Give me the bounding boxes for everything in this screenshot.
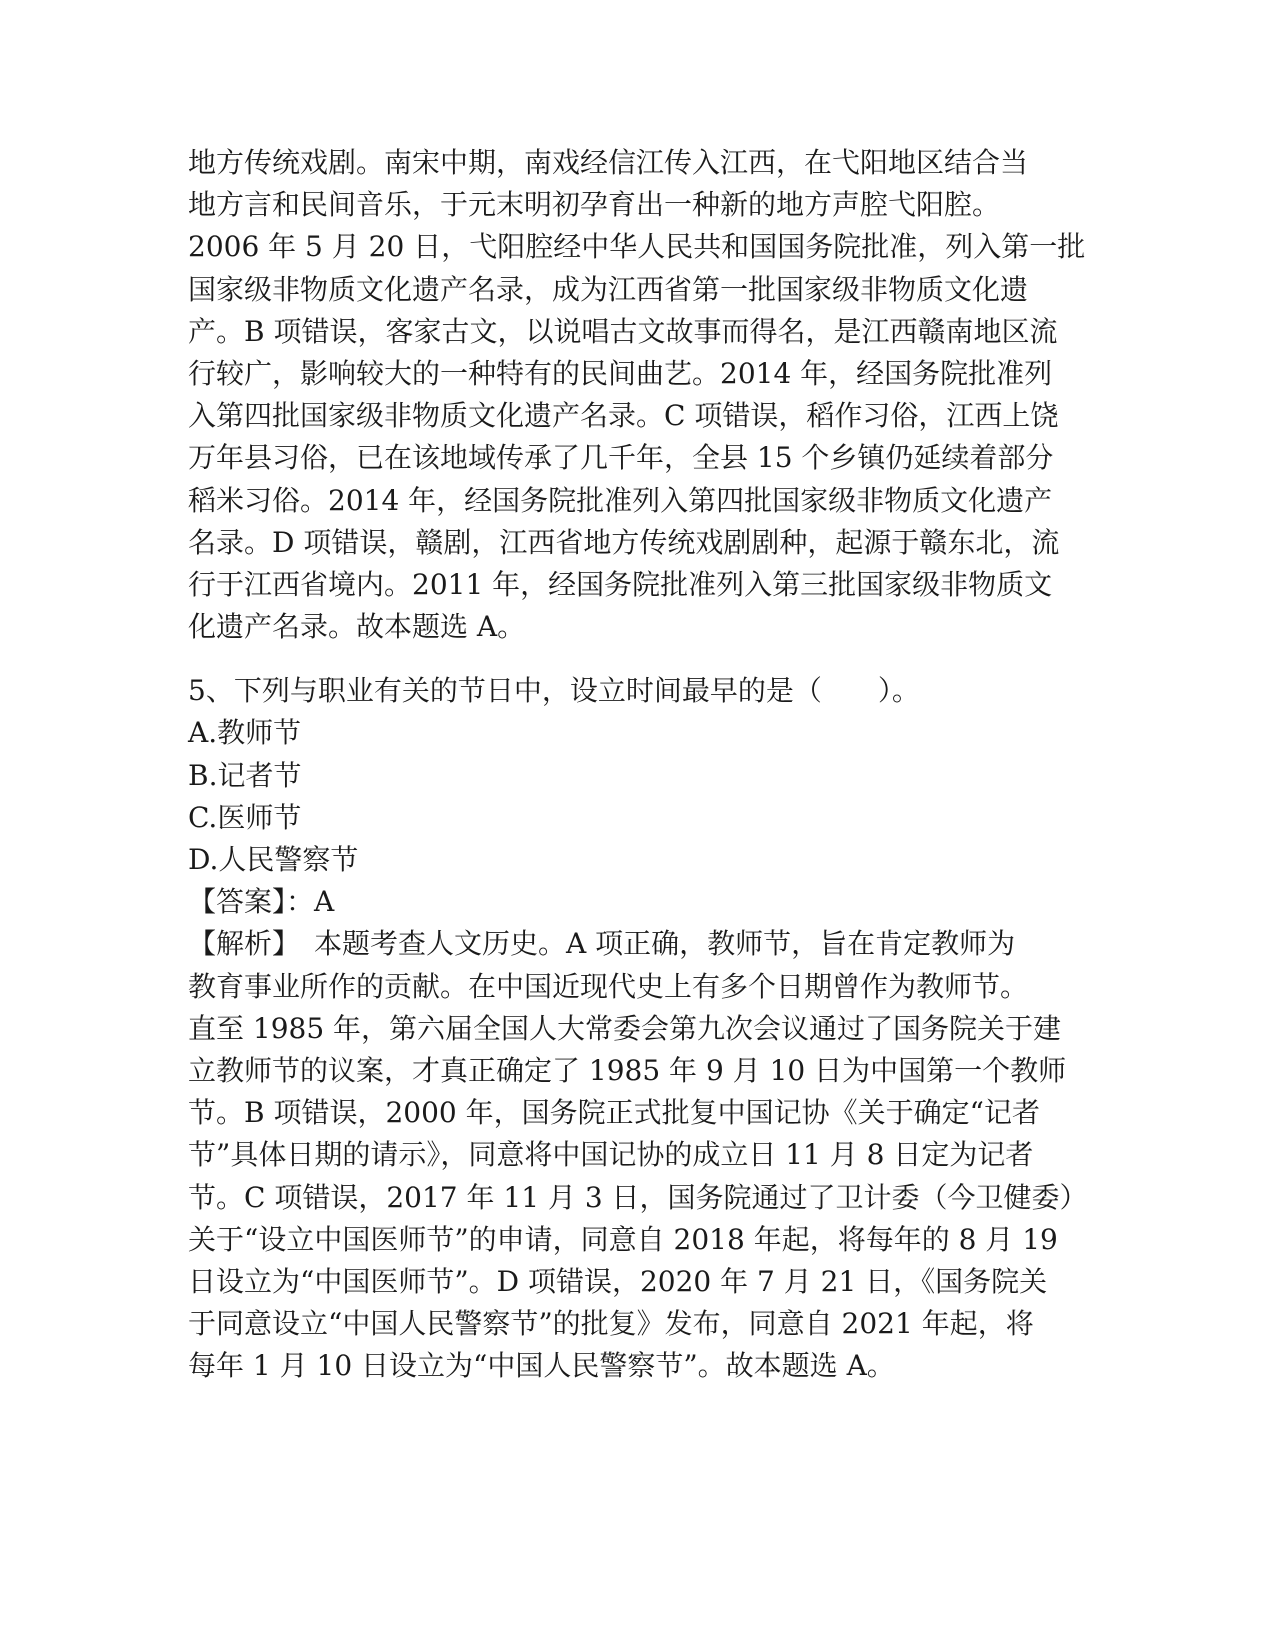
text-line: 万年县习俗，已在该地域传承了几千年，全县 15 个乡镇仍延续着部分 [188, 441, 1054, 475]
text-line: 国家级非物质文化遗产名录，成为江西省第一批国家级非物质文化遗 [188, 272, 1029, 306]
text-line: 稻米习俗。2014 年，经国务院批准列入第四批国家级非物质文化遗产 [188, 483, 1053, 517]
option-a: A.教师节 [188, 716, 302, 750]
text-line: 地方传统戏剧。南宋中期，南戏经信江传入江西，在弋阳地区结合当 [188, 146, 1029, 179]
explanation-line: 直至 1985 年，第六届全国人大常委会第九次会议通过了国务院关于建 [188, 1011, 1062, 1045]
question-stem: 5、下列与职业有关的节日中，设立时间最早的是（ ）。 [188, 674, 920, 708]
explanation-line: 【解析】 本题考查人文历史。A 项正确，教师节，旨在肯定教师为 [188, 927, 1016, 961]
explanation-line: 每年 1 月 10 日设立为“中国人民警察节”。故本题选 A。 [188, 1349, 895, 1383]
text-line: 名录。D 项错误，赣剧，江西省地方传统戏剧剧种，起源于赣东北，流 [188, 525, 1060, 559]
text-line: 2006 年 5 月 20 日，弋阳腔经中华人民共和国国务院批准，列入第一批 [188, 230, 1086, 264]
explanation-line: 节。B 项错误，2000 年，国务院正式批复中国记协《关于确定“记者 [188, 1096, 1040, 1130]
option-d: D.人民警察节 [188, 843, 359, 876]
previous-explanation [188, 142, 1088, 648]
explanation-line: 于同意设立“中国人民警察节”的批复》发布，同意自 2021 年起，将 [188, 1307, 1034, 1341]
explanation-line: 关于“设立中国医师节”的申请，同意自 2018 年起，将每年的 8 月 19 [188, 1222, 1058, 1256]
explanation-line: 日设立为“中国医师节”。D 项错误，2020 年 7 月 21 日，《国务院关 [188, 1264, 1048, 1298]
paragraph-gap [188, 648, 1088, 670]
option-c: C.医师节 [188, 800, 302, 834]
question-5 [188, 670, 1088, 1387]
text-line: 产。B 项错误，客家古文，以说唱古文故事而得名，是江西赣南地区流 [188, 314, 1058, 348]
answer-line: 【答案】：A [188, 885, 335, 919]
explanation-line: 立教师节的议案，才真正确定了 1985 年 9 月 10 日为中国第一个教师 [188, 1053, 1067, 1087]
explanation-line: 教育事业所作的贡献。在中国近现代史上有多个日期曾作为教师节。 [188, 969, 1029, 1003]
explanation-line: 节”具体日期的请示》，同意将中国记协的成立日 11 月 8 日定为记者 [188, 1138, 1034, 1172]
explanation-line: 节。C 项错误，2017 年 11 月 3 日，国务院通过了卫计委（今卫健委） [188, 1180, 1088, 1214]
text-line: 化遗产名录。故本题选 A。 [188, 610, 526, 644]
text-line: 入第四批国家级非物质文化遗产名录。C 项错误，稻作习俗，江西上饶 [188, 399, 1059, 433]
option-b: B.记者节 [188, 758, 302, 792]
text-line: 行较广，影响较大的一种特有的民间曲艺。2014 年，经国务院批准列 [188, 356, 1053, 390]
text-line: 行于江西省境内。2011 年，经国务院批准列入第三批国家级非物质文 [188, 567, 1053, 601]
document-page [188, 142, 1088, 1387]
text-line: 地方言和民间音乐，于元末明初孕育出一种新的地方声腔弋阳腔。 [188, 188, 1001, 222]
